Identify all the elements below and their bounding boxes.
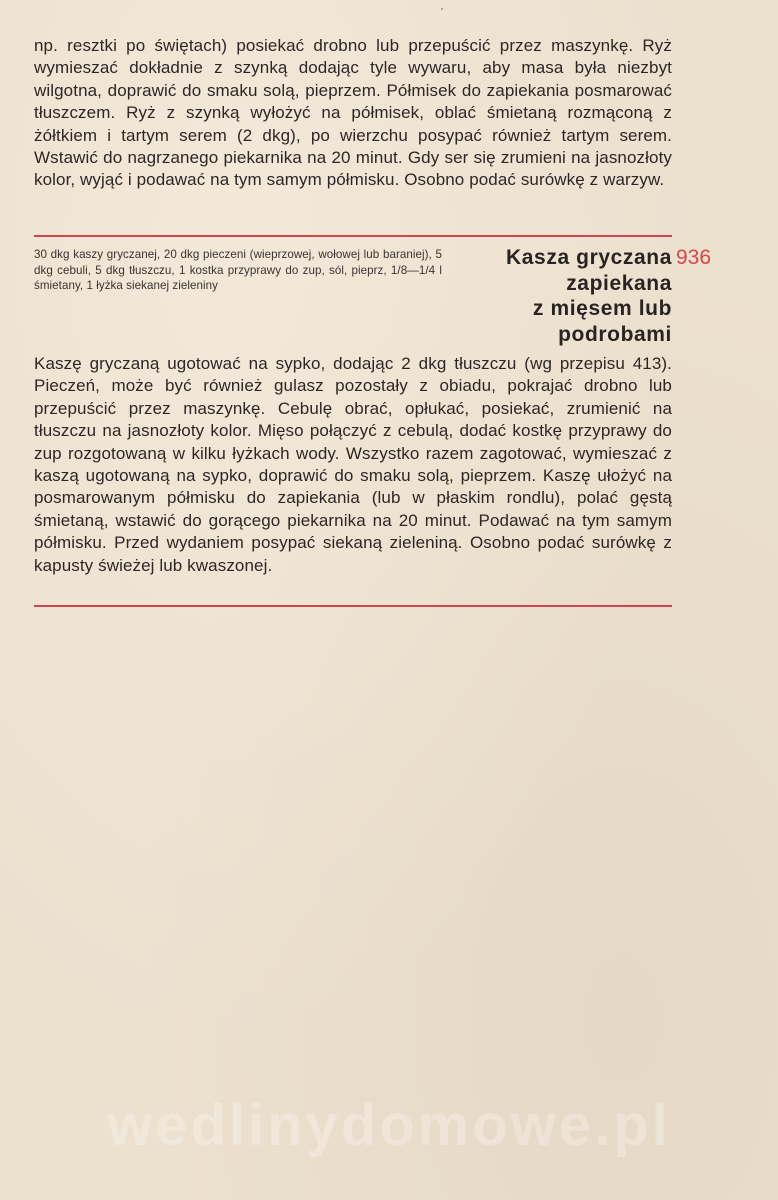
recipe-title-line: Kasza gryczana	[506, 246, 672, 269]
recipe-method-text: Kaszę gryczaną ugotować na sypko, dodając 2 dkg tłuszczu (wg przepisu 413). Pieczeń, może być również gulasz pozostały z obiadu, pokrajać drobno lub przepuścić przez maszynkę. Cebulę obrać, opłukać, posiekać, zrumienić na tłuszczu na jasnozłoty kolor. Mięso połączyć z cebulą, dodać kostkę przyprawy do zup rozgotowaną w kilku łyżkach wody. Wszystko razem zagotować, wymieszać z kaszą ugotowaną na sypko, doprawić do smaku solą, pieprzem. Kaszę ułożyć na posmarowanym półmisku do zapiekania (lub w płaskim rondlu), polać gęstą śmietaną, wstawić do gorącego piekarnika na 20 minut. Podawać na tym samym półmisku. Przed wydaniem posypać siekaną zieleniną. Osobno podać surówkę z kapusty świeżej lub kwaszonej.	[34, 354, 672, 575]
print-speck	[441, 8, 443, 10]
watermark: wedlinydomowe.pl	[107, 1093, 671, 1158]
recipe-title-line: z mięsem lub	[532, 297, 672, 320]
section-divider-bottom	[34, 605, 672, 607]
recipe-title-line: zapiekana	[566, 271, 672, 295]
previous-recipe-text: np. resztki po świętach) posiekać drobno lub przepuścić przez maszynkę. Ryż wymieszać dokładnie z szynką dodając tyle wywaru, aby masa była niezbyt wilgotna, doprawić do smaku solą, pieprzem. Półmisek do zapiekania posmarować tłuszczem. Ryż z szynką wyłożyć na półmisek, oblać śmietaną rozmąconą z żółtkiem i tartym serem (2 dkg), po wierzchu posypać również tartym serem. Wstawić do nagrzanego piekarnika na 20 minut. Gdy ser się zrumieni na jasnozłoty kolor, wyjąć i podawać na tym samym półmisku. Osobno podać surówkę z warzyw.	[34, 36, 672, 190]
recipe-number: 936	[676, 246, 712, 269]
section-divider-top	[34, 235, 672, 237]
recipe-title	[442, 245, 672, 347]
ingredients-list: 30 dkg kaszy gryczanej, 20 dkg pieczeni (wieprzowej, wołowej lub baraniej), 5 dkg cebuli, 5 dkg tłuszczu, 1 kostka przyprawy do zup, sól, pieprz, 1/8—1/4 l śmietany, 1 łyżka siekanej zieleniny	[34, 248, 442, 293]
recipe-title-line: podrobami	[558, 322, 672, 346]
